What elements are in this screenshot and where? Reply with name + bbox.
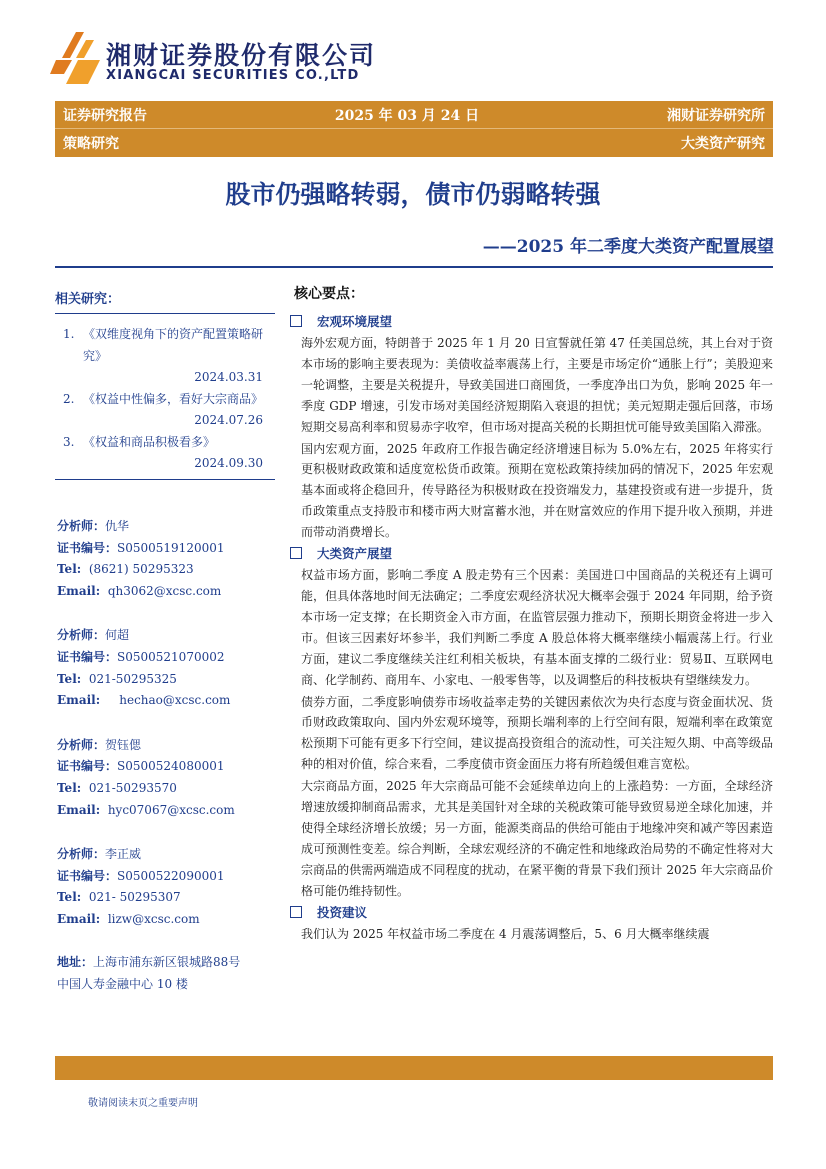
related-item[interactable]: [55, 324, 277, 389]
title-divider: [55, 266, 773, 268]
core-heading: 核心要点：: [294, 286, 364, 302]
cert-label: 证书编号：: [57, 868, 118, 883]
tel-number: 021-50293570: [88, 780, 177, 795]
cert-number: S0500519120001: [117, 540, 225, 555]
report-type: 证券研究报告: [63, 108, 147, 124]
related-item-title: 《双维度视角下的资产配置策略研究》: [83, 327, 264, 363]
related-item-date: 2024.09.30: [194, 456, 263, 470]
tel-label: Tel:: [57, 890, 82, 905]
related-bottom-divider: [55, 479, 275, 480]
cert-label: 证书编号：: [57, 649, 118, 664]
report-date: 2025 年 03 月 24 日: [334, 108, 480, 124]
analyst-name: 贺钰偲: [105, 737, 142, 752]
header-band-top: [55, 101, 773, 129]
email-label: Email:: [57, 583, 101, 598]
section-paragraph: 大宗商品方面，2025 年大宗商品可能不会延续单边向上的上涨趋势：一方面，全球经济增速放缓抑制商品需求，尤其是美国针对全球的关税政策可能导致贸易逆全球化加速，并使得全球经济增长放缓；另一方面，能源类商品的供给可能由于地缘冲突和减产等因素造成可预测性变差。综合判断，全球宏观经济的不确定性和地缘政治局势的不确定性将对大宗商品的供需两端造成不同程度的扰动，在紧平衡的背景下我们预计 2025 年大宗商品价格可能仍维持韧性。: [301, 779, 773, 898]
related-heading: 相关研究：: [55, 288, 275, 314]
office-address: [57, 951, 282, 995]
analyst-list: [57, 516, 279, 954]
email-label: Email:: [57, 911, 101, 926]
related-item-date: 2024.03.31: [194, 370, 263, 384]
tel-number: 021- 50295307: [88, 890, 181, 905]
tel-number: (8621) 50295323: [88, 562, 194, 577]
footer-band: [55, 1056, 773, 1080]
analyst-name: 李正威: [105, 847, 142, 862]
analyst-name: 何超: [105, 628, 130, 643]
section-header-macro: [290, 312, 773, 330]
cert-number: S0500524080001: [117, 759, 225, 774]
analyst-name-label: 分析师：: [57, 628, 106, 643]
section-paragraph: 债券方面，二季度影响债券市场收益率走势的关键因素依次为央行态度与资金面状况、货币财政政策取向、国内外宏观环境等，预期长端利率的上行空间有限，短端利率在政策宽松预期下可能有更多下行空间，建议提高投资组合的流动性，可关注短久期、中高等级品种的相对价值，综合来看，二季度债市资金面压力将有所趋缓但难言宽松。: [301, 694, 773, 772]
related-item[interactable]: [55, 389, 277, 432]
related-item[interactable]: [55, 432, 277, 475]
company-name-cn: 湘财证券股份有限公司: [106, 41, 377, 70]
cert-number: S0500522090001: [117, 868, 225, 883]
analyst-name-label: 分析师：: [57, 737, 106, 752]
section-paragraph: 我们认为 2025 年权益市场二季度在 4 月震荡调整后，5、6 月大概率继续震: [301, 926, 710, 941]
tel-number: 021-50295325: [88, 671, 177, 686]
checkbox-bullet-icon: [290, 906, 302, 918]
company-logo-icon: [50, 30, 102, 86]
report-subtitle: ——2025 年二季度大类资产配置展望: [482, 237, 774, 257]
report-category: 策略研究: [63, 136, 119, 152]
section-header-assets: [290, 544, 773, 562]
tel-label: Tel:: [57, 562, 82, 577]
tel-label: Tel:: [57, 780, 82, 795]
related-item-number: 3.: [63, 434, 75, 449]
analyst-name: 仇华: [105, 519, 130, 533]
section-title: 大类资产展望: [317, 546, 393, 562]
checkbox-bullet-icon: [290, 315, 302, 327]
section-paragraph: 权益市场方面，影响二季度 A 股走势有三个因素：美国进口中国商品的关税还有上调可能，但具体落地时间无法确定；二季度宏观经济状况大概率会强于 2024 年同期，给予资本市场一定支撑；在长期资金入市方面，在监管层强力推动下，预期长期资金将进一步入市。但该三因素好坏参半，我们判断二季度 A 股总体将大概率继续小幅震荡上行。行业方面，建议二季度继续关注红利相关板块，有基本面支撑的二级行业：贸易Ⅱ、互联网电商、化学制药、商用车、小家电、一般零售等，以及调整后的科技板块有望继续发力。: [301, 568, 773, 687]
email-label: Email:: [57, 693, 101, 708]
email-label: Email:: [57, 802, 101, 817]
cert-number: S0500521070002: [117, 649, 225, 664]
core-points: [290, 283, 773, 945]
email-link[interactable]: qh3062@xcsc.com: [107, 583, 222, 598]
analyst-card: [57, 625, 279, 711]
institute-name: 湘财证券研究所: [667, 108, 765, 124]
related-item-title: 《权益中性偏多，看好大宗商品》: [83, 391, 264, 406]
analyst-name-label: 分析师：: [57, 847, 106, 862]
analyst-card: [57, 735, 279, 821]
report-title: 股市仍强略转弱，债市仍弱略转强: [225, 180, 601, 209]
email-link[interactable]: lizw@xcsc.com: [107, 911, 200, 926]
related-item-title: 《权益和商品积极看多》: [83, 434, 216, 449]
related-item-number: 2.: [63, 391, 75, 406]
report-subcategory: 大类资产研究: [681, 136, 765, 152]
section-title: 宏观环境展望: [317, 314, 393, 329]
cert-label: 证书编号：: [57, 540, 118, 555]
analyst-card: [57, 516, 279, 602]
address-label: 地址：: [57, 955, 94, 969]
related-research: [55, 282, 277, 480]
email-link[interactable]: hyc07067@xcsc.com: [107, 802, 235, 817]
section-header-advice: [290, 903, 773, 921]
company-name-en: XIANGCAI SECURITIES CO.,LTD: [106, 68, 360, 83]
analyst-card: [57, 844, 279, 930]
related-item-date: 2024.07.26: [194, 413, 263, 427]
footer-disclaimer[interactable]: 敬请阅读末页之重要声明: [88, 1098, 198, 1109]
address-line-2: 中国人寿金融中心 10 楼: [57, 977, 188, 991]
cert-label: 证书编号：: [57, 759, 118, 774]
checkbox-bullet-icon: [290, 547, 302, 559]
tel-label: Tel:: [57, 671, 82, 686]
related-list: [55, 314, 277, 475]
section-title: 投资建议: [317, 904, 368, 920]
section-paragraph: 海外宏观方面，特朗普于 2025 年 1 月 20 日宣誓就任第 47 任美国总统，其上台对于资本市场的影响主要表现为：美债收益率震荡上行，主要是市场定价“通胀上行”；美股迎来一轮调整，主要是关税提升，导致美国进口商囤货，一季度净出口为负，影响 2025 年一季度 GDP 增速，引发市场对美国经济短期陷入衰退的担忧；美元短期走强后回落，市场短期交易高利率和贸易赤字收窄，但市场对提高关税的长期担忧可能导致美国陷入滞涨。: [301, 336, 773, 434]
address-line-1: 上海市浦东新区银城路88号: [93, 955, 241, 969]
email-link[interactable]: hechao@xcsc.com: [119, 693, 231, 708]
section-paragraph: 国内宏观方面，2025 年政府工作报告确定经济增速目标为 5.0%左右，2025 年将实行更积极财政政策和适度宽松货币政策。预期在宽松政策持续加码的情况下，2025 年宏观基本面或将企稳回升，传导路径为积极财政在投资端发力，基建投资或有进一步提升，货币政策重点支持股市和楼市两大财富蓄水池，并在财富效应的作用下提升收入预期，并进而带动消费增长。: [301, 441, 773, 540]
related-item-number: 1.: [63, 327, 75, 341]
header-band-bottom: [55, 129, 773, 157]
analyst-name-label: 分析师：: [57, 519, 106, 533]
